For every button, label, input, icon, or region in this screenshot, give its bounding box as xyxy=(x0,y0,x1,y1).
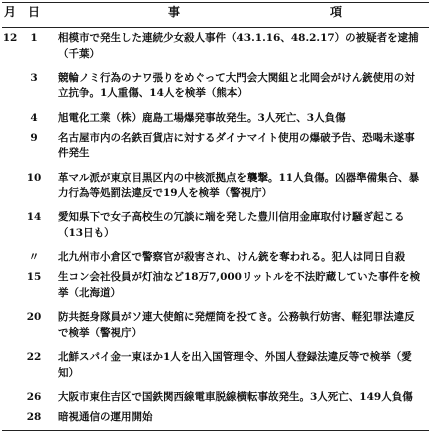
day-cell: 10 xyxy=(26,171,42,184)
table-row xyxy=(2,171,429,211)
event-header-right: 項 xyxy=(330,5,343,19)
table-row xyxy=(2,71,429,111)
event-header xyxy=(50,3,429,28)
day-cell: 20 xyxy=(26,311,42,324)
event-cell: 相模市で発生した連続少女殺人事件（43.1.16、48.2.17）の被疑者を逮捕（千葉） xyxy=(58,32,419,60)
day-cell: 4 xyxy=(30,111,38,124)
table-row xyxy=(2,270,429,310)
event-cell: 北鮮スパイ金一東ほか1人を出入国管理令、外国人登録法違反等で検挙（愛知） xyxy=(58,351,412,379)
event-cell: 競輪ノミ行為のナワ張りをめぐって大門会大関組と北岡会がけん銃使用の対立抗争。1人重傷、14人を検挙（熊本） xyxy=(58,71,415,100)
event-cell: 愛知県下で女子高校生の冗談に端を発した豊川信用金庫取付け騒ぎ起こる（13日も） xyxy=(58,211,405,239)
table-row xyxy=(2,250,429,270)
event-cell: 革マル派が東京目黒区内の中核派拠点を襲撃。11人負傷。凶器準備集合、暴力行為等処罰法違反で19人を検挙（警視庁） xyxy=(58,171,420,200)
event-cell: 名古屋市内の名鉄百貨店に対するダイナマイト使用の爆破予告、恐喝未遂事件発生 xyxy=(58,131,415,160)
month-cell: 12 xyxy=(2,32,18,44)
event-cell: 旭電化工業（株）鹿島工場爆発事故発生。3人死亡、3人負傷 xyxy=(58,111,346,124)
day-cell: 26 xyxy=(26,390,42,403)
table-row xyxy=(2,350,429,390)
day-cell: 3 xyxy=(30,71,38,84)
day-cell: 22 xyxy=(26,351,42,363)
event-cell: 暗視通信の運用開始 xyxy=(50,410,429,431)
event-header-left: 事 xyxy=(168,5,181,19)
table-row xyxy=(2,310,429,350)
table-row xyxy=(2,131,429,171)
table-row xyxy=(2,111,429,131)
table-row xyxy=(2,210,429,250)
table-row xyxy=(2,31,429,71)
table-row xyxy=(2,390,429,410)
day-cell: 28 xyxy=(18,410,50,431)
table-header-row xyxy=(2,3,429,28)
event-cell: 北九州市小倉区で警察官が殺害され、けん銃を奪われる。犯人は同日自殺 xyxy=(58,251,406,264)
day-cell: 〃 xyxy=(28,251,40,264)
event-cell: 大阪市東住吉区で国鉄関西線電車脱線横転事故発生。3人死亡、149人負傷 xyxy=(58,390,413,403)
event-cell: 生コン会社役員が灯油など18万7,000リットルを不法貯蔵していた事件を検挙（北海道） xyxy=(58,271,421,299)
day-header: 日 xyxy=(18,3,50,28)
day-cell: 14 xyxy=(26,211,42,224)
day-cell: 1 xyxy=(30,32,38,44)
day-cell: 9 xyxy=(30,131,38,144)
month-header: 月 xyxy=(2,3,18,28)
day-cell: 15 xyxy=(26,271,42,284)
table-row xyxy=(2,410,429,431)
chronology-table xyxy=(2,2,429,431)
event-cell: 防共挺身隊員がソ連大使館に発煙筒を投てき。公務執行妨害、軽犯罪法違反で検挙（警視庁） xyxy=(58,311,415,339)
